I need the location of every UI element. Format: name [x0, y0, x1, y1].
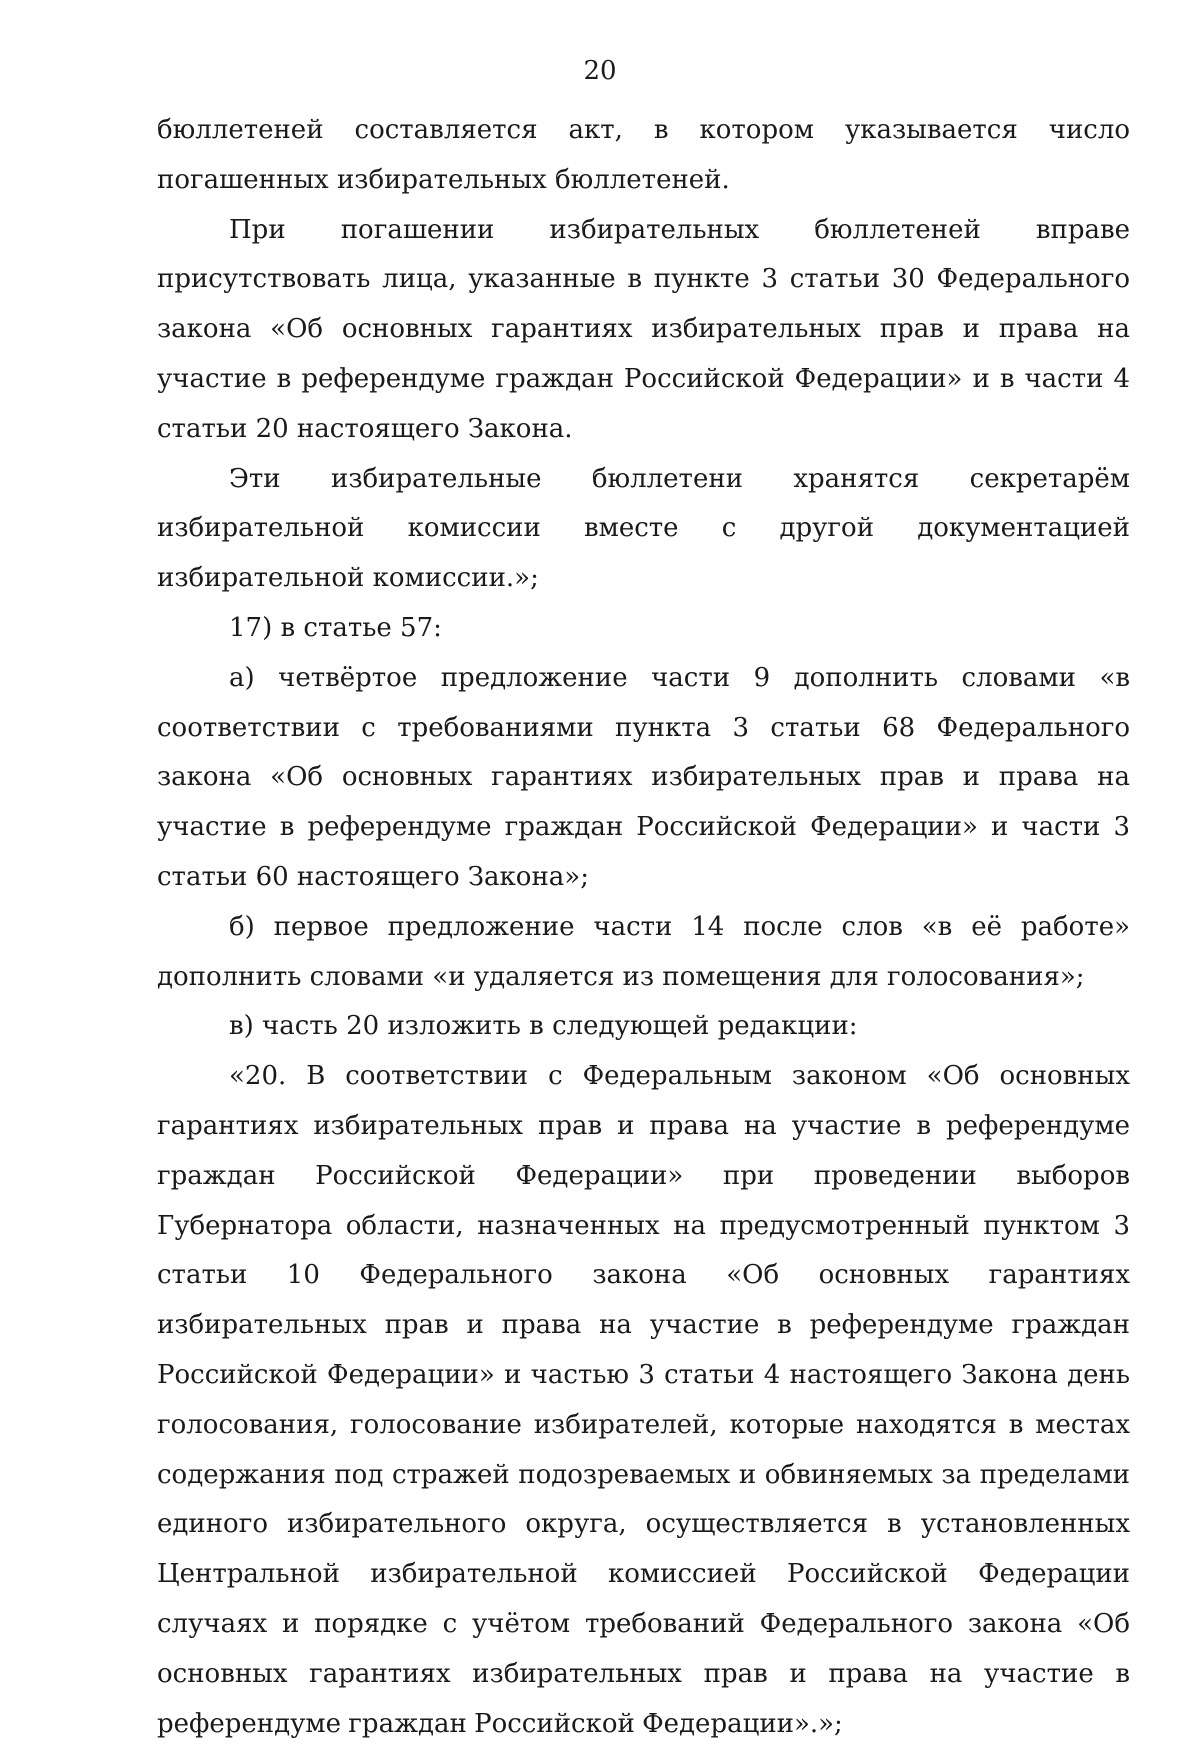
paragraph-ballot-storage: Эти избирательные бюллетени хранятся секретарём избирательной комиссии вместе с другой документацией избирательной комиссии.»;	[157, 463, 1130, 594]
paragraph-part-20-text: «20. В соответствии с Федеральным законом «Об основных гарантиях избирательных прав и права на участие в референдуме граждан Российской Федерации» при проведении выборов Губернатора области, назначенных на предусмотренный пунктом 3 статьи 10 Федерального закона «Об основных гарантиях избирательных прав и права на участие в референдуме граждан Российской Федерации» и частью 3 статьи 4 настоящего Закона день голосования, голосование избирателей, которые находятся в местах содержания под стражей подозреваемых и обвиняемых за пределами единого избирательного округа, осуществляется в установленных Центральной избирательной комиссией Российской Федерации случаях и порядке с учётом требований Федерального закона «Об основных гарантиях избирательных прав и права на участие в референдуме граждан Российской Федерации».»;	[157, 1061, 1130, 1739]
document-body	[157, 106, 1130, 1749]
paragraph-item-17a: а) четвёртое предложение части 9 дополнить словами «в соответствии с требованиями пункта 3 статьи 68 Федерального закона «Об основных гарантиях избирательных прав и права на участие в референдуме граждан Российской Федерации» и части 3 статьи 60 настоящего Закона»;	[157, 662, 1130, 892]
paragraph-item-17: 17) в статье 57:	[229, 612, 442, 643]
page-number: 20	[583, 56, 617, 86]
paragraph-ballot-act: бюллетеней составляется акт, в котором указывается число погашенных избирательных бюллетеней.	[157, 115, 1130, 195]
paragraph-ballot-cancellation-attendance: При погашении избирательных бюллетеней вправе присутствовать лица, указанные в пункте 3 статьи 30 Федерального закона «Об основных гарантиях избирательных прав и права на участие в референдуме граждан Российской Федерации» и в части 4 статьи 20 настоящего Закона.	[157, 214, 1130, 444]
paragraph-item-17b: б) первое предложение части 14 после слов «в её работе» дополнить словами «и удаляется из помещения для голосования»;	[157, 911, 1130, 992]
paragraph-item-17v: в) часть 20 изложить в следующей редакции:	[229, 1011, 858, 1042]
